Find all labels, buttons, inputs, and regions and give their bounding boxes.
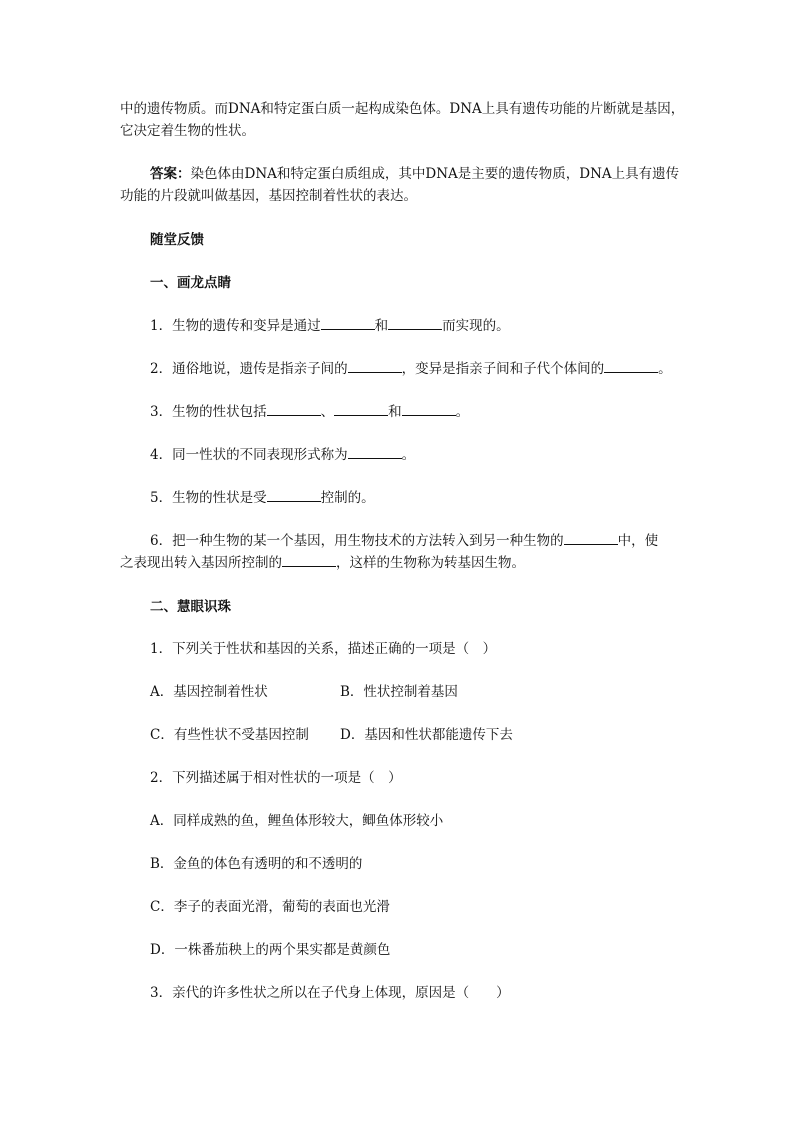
s2-q2-stem: 2．下列描述属于相对性状的一项是（ ）: [150, 770, 402, 786]
s1-question-6-cont: [120, 552, 525, 574]
fill-blank[interactable]: [604, 359, 658, 373]
s1-q6-text-d: ，这样的生物称为转基因生物。: [336, 555, 525, 571]
s1-question-1: [150, 315, 510, 337]
s2-q3-stem: 3．亲代的许多性状之所以在子代身上体现，原因是（ ）: [150, 985, 510, 1001]
s1-q2-text-a: 2．通俗地说，遗传是指亲子间的: [150, 361, 348, 377]
option-b[interactable]: B．性状控制着基因: [340, 684, 458, 700]
s1-q3-text-c: 和: [388, 404, 402, 420]
fill-blank[interactable]: [348, 359, 402, 373]
s1-q3-text-d: 。: [455, 404, 470, 420]
s2-q1-options-ab: [150, 681, 458, 703]
fill-blank[interactable]: [402, 402, 456, 416]
s1-q3-text-b: 、: [320, 404, 335, 420]
intro-line-1: 中的遗传物质。而DNA和特定蛋白质一起构成染色体。DNA上具有遗传功能的片断就是基因，: [120, 101, 685, 117]
section1-title: 一、画龙点睛: [150, 275, 231, 291]
s1-question-6: [150, 530, 658, 552]
fill-blank[interactable]: [267, 488, 321, 502]
answer-text-1: 染色体由DNA和特定蛋白质组成，其中DNA是主要的遗传物质，DNA上具有遗传: [190, 166, 680, 182]
s1-q5-text-a: 5．生物的性状是受: [150, 490, 267, 506]
intro-line-2: 它决定着生物的性状。: [120, 123, 255, 139]
option-d[interactable]: D．基因和性状都能遗传下去: [340, 727, 513, 743]
option-c[interactable]: C．有些性状不受基因控制: [150, 727, 309, 743]
option-a[interactable]: A．基因控制着性状: [150, 684, 268, 700]
s2-q2-option-c[interactable]: C．李子的表面光滑，葡萄的表面也光滑: [150, 899, 390, 915]
s1-q5-text-b: 控制的。: [320, 490, 375, 506]
fill-blank[interactable]: [388, 316, 442, 330]
s1-q1-text-b: 和: [374, 318, 389, 334]
answer-line-2: 功能的片段就叫做基因，基因控制着性状的表达。: [120, 188, 417, 204]
s1-question-5: [150, 487, 375, 509]
s1-q6-text-a: 6．把一种生物的某一个基因，用生物技术的方法转入到另一种生物的: [150, 533, 564, 549]
s1-q3-text-a: 3．生物的性状包括: [150, 404, 267, 420]
s1-q1-text-a: 1．生物的遗传和变异是通过: [150, 318, 321, 334]
s2-q2-option-a[interactable]: A．同样成熟的鱼，鲤鱼体形较大，鲫鱼体形较小: [150, 813, 444, 829]
fill-blank[interactable]: [267, 402, 321, 416]
s2-q2-option-d[interactable]: D．一株番茄秧上的两个果实都是黄颜色: [150, 942, 391, 958]
fill-blank[interactable]: [348, 445, 402, 459]
s1-q4-text-a: 4．同一性状的不同表现形式称为: [150, 447, 348, 463]
s2-q2-option-b[interactable]: B．金鱼的体色有透明的和不透明的: [150, 856, 363, 872]
s1-q6-text-b: 中，使: [617, 533, 659, 549]
fill-blank[interactable]: [334, 402, 388, 416]
answer-label: 答案：: [150, 166, 191, 182]
section2-title: 二、慧眼识珠: [150, 599, 231, 615]
s1-question-3: [150, 401, 469, 423]
fill-blank[interactable]: [282, 553, 336, 567]
s1-q2-text-b: ，变异是指亲子间和子代个体间的: [401, 361, 605, 377]
s1-q1-text-c: 而实现的。: [442, 318, 510, 334]
s1-q4-text-b: 。: [401, 447, 416, 463]
s1-question-4: [150, 444, 415, 466]
answer-line-1: [150, 163, 679, 185]
s1-q6-text-c: 之表现出转入基因所控制的: [120, 555, 282, 571]
s2-q1-options-cd: [150, 724, 513, 746]
fill-blank[interactable]: [564, 531, 618, 545]
s1-question-2: [150, 358, 672, 380]
s1-q2-text-c: 。: [658, 361, 672, 377]
feedback-title: 随堂反馈: [150, 232, 204, 248]
fill-blank[interactable]: [321, 316, 375, 330]
s2-q1-stem: 1．下列关于性状和基因的关系，描述正确的一项是（ ）: [150, 641, 497, 657]
